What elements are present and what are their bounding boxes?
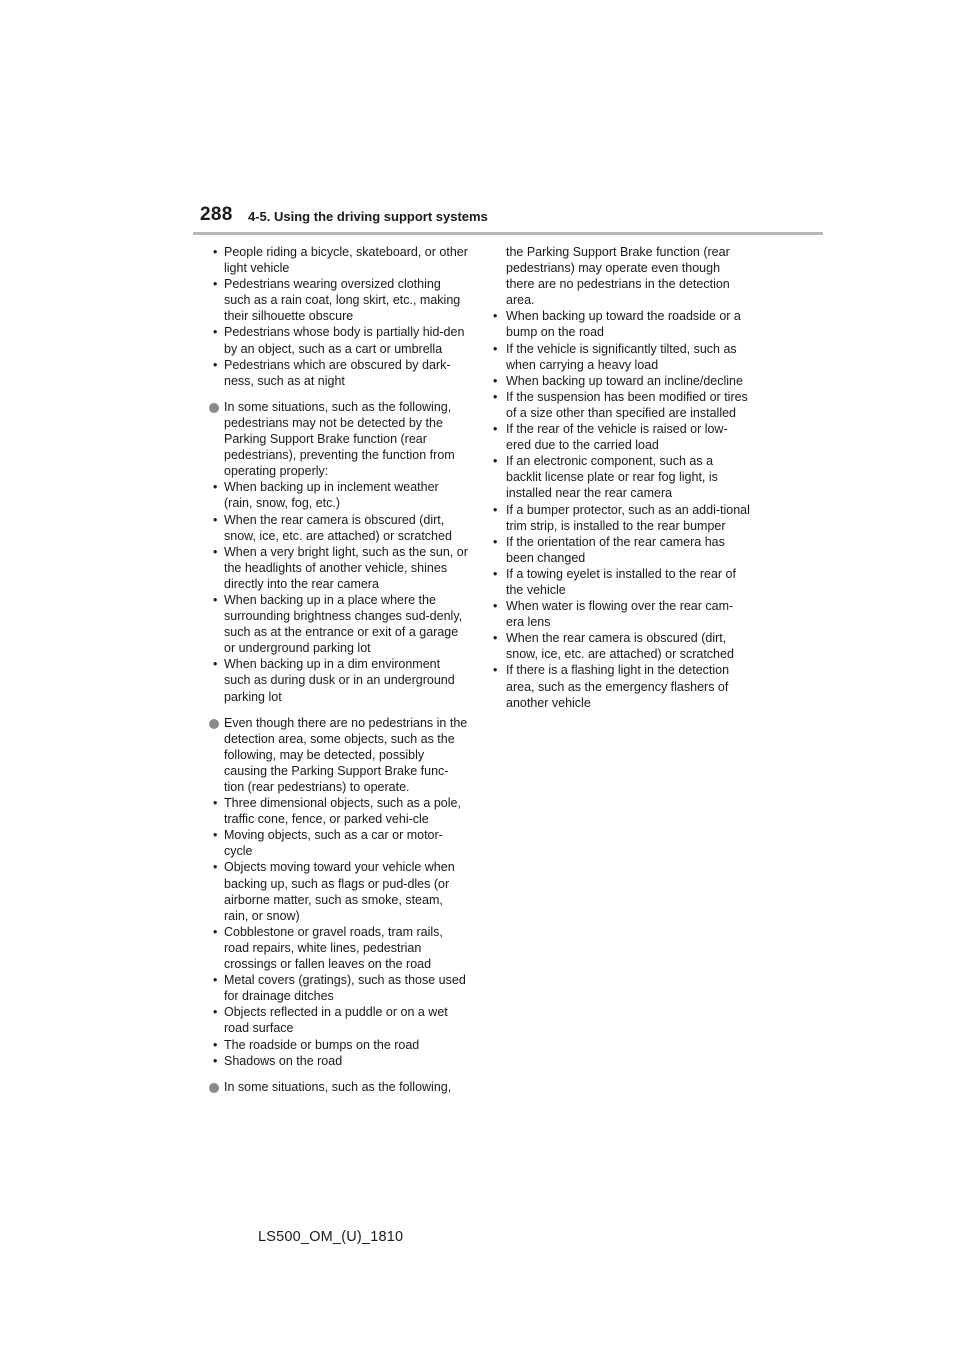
right-column	[490, 244, 750, 711]
note-paragraph: In some situations, such as the following, pedestrians may not be detected by the Parking Support Brake function (rear pedestrians), preventing the function from operating properly:	[208, 399, 468, 479]
list-item: • When the rear camera is obscured (dirt, snow, ice, etc. are attached) or scratched	[208, 512, 468, 544]
bullet-list-3	[208, 795, 468, 1069]
list-item: • Pedestrians which are obscured by dark-ness, such as at night	[208, 357, 468, 389]
list-item: • When backing up in inclement weather (rain, snow, fog, etc.)	[208, 479, 468, 511]
left-column	[208, 244, 468, 1095]
list-item: • When backing up toward an incline/decline	[490, 373, 750, 389]
page-number: 288	[200, 204, 233, 225]
list-item: • The roadside or bumps on the road	[208, 1037, 468, 1053]
list-item: • If there is a flashing light in the detection area, such as the emergency flashers of another vehicle	[490, 662, 750, 710]
header-divider	[193, 232, 823, 235]
list-item: • Objects reflected in a puddle or on a wet road surface	[208, 1004, 468, 1036]
list-item: • When backing up in a dim environment such as during dusk or in an underground parking lot	[208, 656, 468, 704]
list-item: • If a bumper protector, such as an addi-tional trim strip, is installed to the rear bumper	[490, 502, 750, 534]
list-item: • When water is flowing over the rear cam-era lens	[490, 598, 750, 630]
list-item: • Shadows on the road	[208, 1053, 468, 1069]
list-item: • Objects moving toward your vehicle when backing up, such as flags or pud-dles (or airborne matter, such as smoke, steam, rain, or snow)	[208, 859, 468, 923]
list-item: • If a towing eyelet is installed to the rear of the vehicle	[490, 566, 750, 598]
list-item: • Metal covers (gratings), such as those used for drainage ditches	[208, 972, 468, 1004]
list-item: • If the rear of the vehicle is raised or low-ered due to the carried load	[490, 421, 750, 453]
list-item: • Moving objects, such as a car or motor-cycle	[208, 827, 468, 859]
continued-paragraph: the Parking Support Brake function (rear pedestrians) may operate even though there are no pedestrians in the detection area.	[506, 245, 730, 308]
note-paragraph: Even though there are no pedestrians in the detection area, some objects, such as the following, may be detected, possibly causing the Parking Support Brake func-tion (rear pedestrians) to operate.	[208, 715, 468, 795]
bullet-list-4	[490, 308, 750, 710]
note-paragraph: In some situations, such as the following,	[208, 1079, 468, 1095]
list-item: • People riding a bicycle, skateboard, or other light vehicle	[208, 244, 468, 276]
list-item: • If an electronic component, such as a backlit license plate or rear fog light, is installed near the rear camera	[490, 453, 750, 501]
list-item: • Pedestrians wearing oversized clothing such as a rain coat, long skirt, etc., making their silhouette obscure	[208, 276, 468, 324]
bullet-list-1	[208, 244, 468, 389]
list-item: • If the vehicle is significantly tilted, such as when carrying a heavy load	[490, 341, 750, 373]
list-item: • When backing up in a place where the surrounding brightness changes sud-denly, such as at the entrance or exit of a garage or underground parking lot	[208, 592, 468, 656]
list-item: • When the rear camera is obscured (dirt, snow, ice, etc. are attached) or scratched	[490, 630, 750, 662]
list-item: • When backing up toward the roadside or a bump on the road	[490, 308, 750, 340]
list-item: • If the orientation of the rear camera has been changed	[490, 534, 750, 566]
document-code: LS500_OM_(U)_1810	[258, 1229, 404, 1245]
section-title: 4-5. Using the driving support systems	[248, 209, 488, 224]
bullet-list-2	[208, 479, 468, 704]
list-item: • Cobblestone or gravel roads, tram rails, road repairs, white lines, pedestrian crossings or fallen leaves on the road	[208, 924, 468, 972]
list-item: • When a very bright light, such as the sun, or the headlights of another vehicle, shines directly into the rear camera	[208, 544, 468, 592]
list-item: • Pedestrians whose body is partially hid-den by an object, such as a cart or umbrella	[208, 324, 468, 356]
list-item: • If the suspension has been modified or tires of a size other than specified are installed	[490, 389, 750, 421]
list-item: • Three dimensional objects, such as a pole, traffic cone, fence, or parked vehi-cle	[208, 795, 468, 827]
